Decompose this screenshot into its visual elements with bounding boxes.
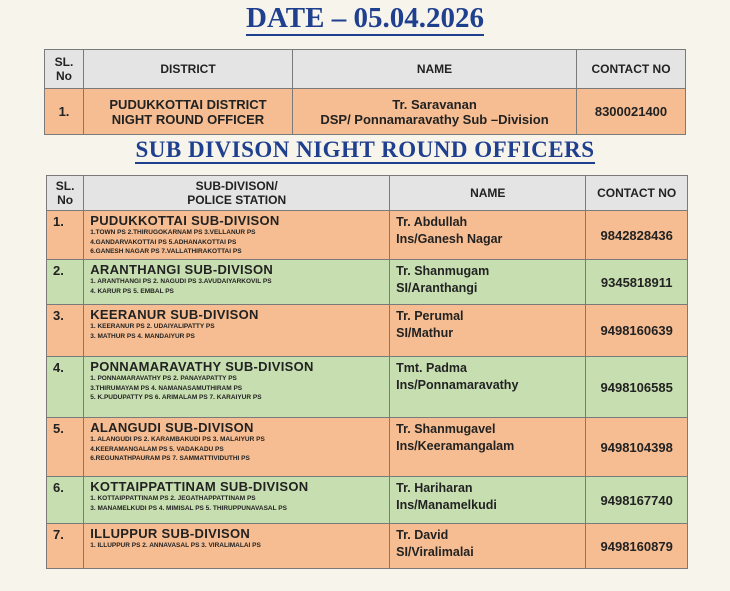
police-stations-line: 4.GANDARVAKOTTAI PS 5.ADHANAKOTTAI PS — [90, 238, 237, 246]
subdivision-row — [47, 524, 688, 569]
subdivision-cell — [84, 418, 390, 477]
police-stations-line: 1. KEERANUR PS 2. UDAIYALIPATTY PS — [90, 323, 215, 330]
police-stations-line: 6.REGUNATHPAURAM PS 7. SAMMATTIVIDUTHI PS — [90, 455, 250, 462]
subdivision-sl: 2. — [47, 260, 84, 305]
contact-number: 9498167740 — [586, 477, 688, 524]
officer-post: SI/Aranthangi — [396, 281, 478, 295]
district-officer-post: DSP/ Ponnamaravathy Sub –Division — [320, 111, 549, 127]
contact-number: 9498160879 — [586, 524, 688, 569]
header-name: NAME — [293, 50, 577, 89]
subdivision-sl: 7. — [47, 524, 84, 569]
district-cell — [84, 89, 293, 135]
police-stations-line: 1.TOWN PS 2.THIRUGOKARNAM PS 3.VELLANUR PS — [90, 229, 256, 236]
officer-name: Tr. Abdullah — [396, 215, 468, 229]
officer-cell — [390, 418, 586, 477]
subdivision-row — [47, 418, 688, 477]
police-stations-line: 4. KARUR PS 5. EMBAL PS — [90, 287, 174, 295]
subdivision-name: KOTTAIPPATTINAM SUB-DIVISON — [90, 479, 309, 494]
officer-post: Ins/Keeramangalam — [396, 439, 515, 453]
subdivision-name: ARANTHANGI SUB-DIVISON — [90, 262, 274, 277]
police-stations-line: 6.GANESH NAGAR PS 7.VALLATHIRAKOTTAI PS — [90, 248, 242, 255]
header-name: NAME — [390, 176, 586, 211]
police-stations-line: 3.THIRUMAYAM PS 4. NAMANASAMUTHIRAM PS — [90, 384, 243, 392]
contact-number: 9345818911 — [586, 260, 688, 305]
officer-cell — [390, 305, 586, 357]
officer-post: Ins/Ponnamaravathy — [396, 378, 519, 392]
district-line2: NIGHT ROUND OFFICER — [111, 111, 265, 127]
subdivision-sl: 3. — [47, 305, 84, 357]
date-heading-text: DATE – 05.04.2026 — [246, 2, 484, 34]
police-stations-line: 5. K.PUDUPATTY PS 6. ARIMALAM PS 7. KARAIYUR PS — [90, 394, 262, 401]
subdivision-sl: 5. — [47, 418, 84, 477]
officer-cell — [390, 357, 586, 418]
header-sl: SL. No — [45, 50, 84, 89]
officer-cell — [390, 211, 586, 260]
subdivision-name: PUDUKKOTTAI SUB-DIVISON — [90, 213, 280, 228]
district-officer-name-cell — [293, 89, 577, 135]
officer-cell — [390, 477, 586, 524]
subdivision-cell — [84, 357, 390, 418]
district-contact: 8300021400 — [577, 89, 686, 135]
contact-number: 9498104398 — [586, 418, 688, 477]
subdivision-row — [47, 260, 688, 305]
police-stations-line: 3. MANAMELKUDI PS 4. MIMISAL PS 5. THIRUPPUNAVASAL PS — [90, 504, 287, 512]
subdivision-cell — [84, 211, 390, 260]
header-sl: SL. No — [47, 176, 84, 211]
district-sl: 1. — [45, 89, 84, 135]
subdivision-name: PONNAMARAVATHY SUB-DIVISON — [90, 359, 314, 374]
header-contact: CONTACT NO — [586, 176, 688, 211]
subdivision-sl: 4. — [47, 357, 84, 418]
contact-number: 9498106585 — [586, 357, 688, 418]
police-stations-line: 1. KOTTAIPPATTINAM PS 2. JEGATHAPPATTINAM PS — [90, 495, 256, 502]
subdivision-row — [47, 357, 688, 418]
subdivision-cell — [84, 477, 390, 524]
police-stations-line: 3. MATHUR PS 4. MANDAIYUR PS — [90, 332, 195, 340]
police-stations-line: 1. ILLUPPUR PS 2. ANNAVASAL PS 3. VIRALIMALAI PS — [90, 542, 261, 549]
officer-name: Tmt. Padma — [396, 361, 467, 375]
officer-name: Tr. Perumal — [396, 309, 464, 323]
header-contact: CONTACT NO — [577, 50, 686, 89]
officer-post: SI/Viralimalai — [396, 545, 474, 559]
header-district: DISTRICT — [84, 50, 293, 89]
district-table-header — [45, 50, 686, 89]
police-stations-line: 1. ALANGUDI PS 2. KARAMBAKUDI PS 3. MALAIYUR PS — [90, 436, 265, 443]
subdivision-sl: 6. — [47, 477, 84, 524]
subdivision-row — [47, 477, 688, 524]
officer-post: Ins/Manamelkudi — [396, 498, 497, 512]
district-officer-row — [45, 89, 686, 135]
date-heading — [0, 2, 730, 35]
officer-name: Tr. Hariharan — [396, 481, 473, 495]
subdivision-row — [47, 211, 688, 260]
subdivision-officers-table — [46, 175, 688, 569]
officer-post: Ins/Ganesh Nagar — [396, 232, 503, 246]
subdivision-cell — [84, 524, 390, 569]
officer-cell — [390, 524, 586, 569]
subdivision-name: ALANGUDI SUB-DIVISON — [90, 420, 254, 435]
officer-name: Tr. Shanmugavel — [396, 422, 496, 436]
subdivision-cell — [84, 305, 390, 357]
police-stations-line: 1. ARANTHANGI PS 2. NAGUDI PS 3.AVUDAIYARKOVIL PS — [90, 278, 272, 285]
subdivision-heading — [0, 137, 730, 163]
district-line1: PUDUKKOTTAI DISTRICT — [109, 96, 267, 112]
officer-cell — [390, 260, 586, 305]
officer-post: SI/Mathur — [396, 326, 454, 340]
header-subdivision: SUB-DIVISON/ POLICE STATION — [84, 176, 390, 211]
district-officer-name: Tr. Saravanan — [392, 96, 477, 112]
contact-number: 9498160639 — [586, 305, 688, 357]
police-stations-line: 1. PONNAMARAVATHY PS 2. PANAYAPATTY PS — [90, 375, 237, 382]
subdivision-name: KEERANUR SUB-DIVISON — [90, 307, 259, 322]
subdivision-heading-text: SUB DIVISON NIGHT ROUND OFFICERS — [135, 137, 595, 162]
contact-number: 9842828436 — [586, 211, 688, 260]
police-stations-line: 4.KEERAMANGALAM PS 5. VADAKADU PS — [90, 445, 224, 453]
subdivision-cell — [84, 260, 390, 305]
subdivision-table-header — [47, 176, 688, 211]
subdivision-row — [47, 305, 688, 357]
officer-name: Tr. Shanmugam — [396, 264, 490, 278]
officer-name: Tr. David — [396, 528, 449, 542]
subdivision-sl: 1. — [47, 211, 84, 260]
subdivision-name: ILLUPPUR SUB-DIVISON — [90, 526, 251, 541]
district-officer-table — [44, 49, 686, 135]
